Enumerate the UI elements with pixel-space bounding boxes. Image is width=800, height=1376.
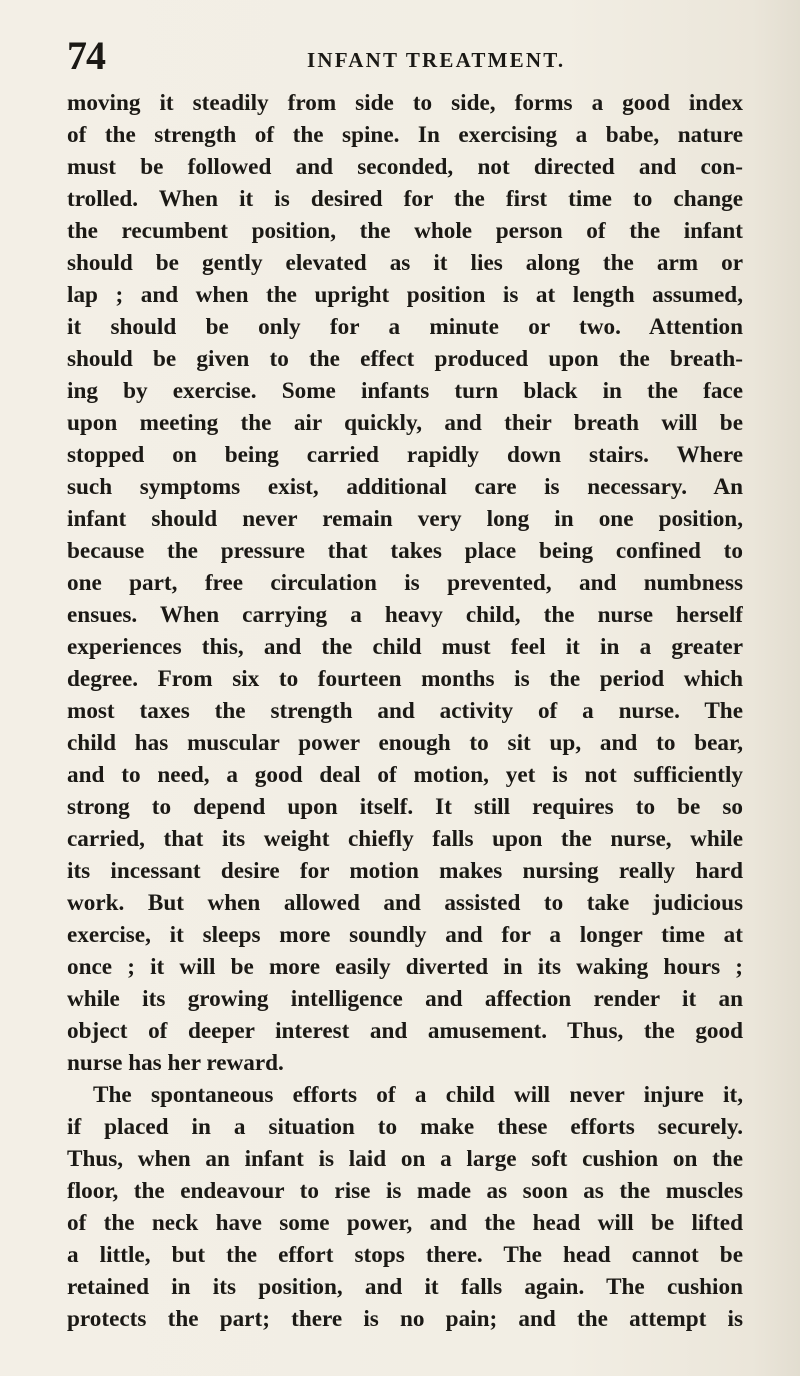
text-line: infant should never remain very long in one position, bbox=[67, 506, 743, 532]
text-line: its incessant desire for motion makes nursing really hard bbox=[67, 858, 743, 884]
running-title: INFANT TREATMENT. bbox=[307, 48, 566, 72]
text-line: such symptoms exist, additional care is necessary. An bbox=[67, 474, 743, 500]
text-line: must be followed and seconded, not directed and con- bbox=[67, 154, 743, 180]
text-line: should be gently elevated as it lies along the arm or bbox=[67, 250, 743, 276]
text-line: stopped on being carried rapidly down stairs. Where bbox=[67, 442, 743, 468]
running-head bbox=[67, 32, 767, 80]
text-line: ensues. When carrying a heavy child, the nurse herself bbox=[67, 602, 743, 628]
text-line: a little, but the effort stops there. The head cannot be bbox=[67, 1242, 743, 1268]
text-line: protects the part; there is no pain; and the attempt is bbox=[67, 1306, 743, 1332]
text-line: because the pressure that takes place being confined to bbox=[67, 538, 743, 564]
paragraph-last-line: nurse has her reward. bbox=[67, 1050, 284, 1076]
text-line: strong to depend upon itself. It still requires to be so bbox=[67, 794, 743, 820]
text-line: one part, free circulation is prevented, and numbness bbox=[67, 570, 743, 596]
text-line: work. But when allowed and assisted to take judicious bbox=[67, 890, 743, 916]
text-line: of the neck have some power, and the head will be lifted bbox=[67, 1210, 743, 1236]
text-line: exercise, it sleeps more soundly and for a longer time at bbox=[67, 922, 743, 948]
text-line: if placed in a situation to make these efforts securely. bbox=[67, 1114, 743, 1140]
text-line: moving it steadily from side to side, forms a good index bbox=[67, 90, 743, 116]
text-line: most taxes the strength and activity of a nurse. The bbox=[67, 698, 743, 724]
page-number: 74 bbox=[67, 33, 105, 78]
text-line: while its growing intelligence and affection render it an bbox=[67, 986, 743, 1012]
text-line: trolled. When it is desired for the first time to change bbox=[67, 186, 743, 212]
paragraph-first-line: The spontaneous efforts of a child will never injure it, bbox=[93, 1082, 743, 1108]
text-line: Thus, when an infant is laid on a large soft cushion on the bbox=[67, 1146, 743, 1172]
text-line: upon meeting the air quickly, and their breath will be bbox=[67, 410, 743, 436]
text-line: once ; it will be more easily diverted in its waking hours ; bbox=[67, 954, 743, 980]
text-line: it should be only for a minute or two. Attention bbox=[67, 314, 743, 340]
text-line: degree. From six to fourteen months is the period which bbox=[67, 666, 743, 692]
text-line: the recumbent position, the whole person of the infant bbox=[67, 218, 743, 244]
body-text bbox=[67, 87, 743, 1335]
text-line: ing by exercise. Some infants turn black in the face bbox=[67, 378, 743, 404]
text-line: floor, the endeavour to rise is made as soon as the muscles bbox=[67, 1178, 743, 1204]
text-line: lap ; and when the upright position is at length assumed, bbox=[67, 282, 743, 308]
text-line: child has muscular power enough to sit up, and to bear, bbox=[67, 730, 743, 756]
text-line: object of deeper interest and amusement. Thus, the good bbox=[67, 1018, 743, 1044]
text-line: of the strength of the spine. In exercising a babe, nature bbox=[67, 122, 743, 148]
text-line: retained in its position, and it falls again. The cushion bbox=[67, 1274, 743, 1300]
text-line: should be given to the effect produced upon the breath- bbox=[67, 346, 743, 372]
text-line: and to need, a good deal of motion, yet is not sufficiently bbox=[67, 762, 743, 788]
text-line: carried, that its weight chiefly falls upon the nurse, while bbox=[67, 826, 743, 852]
text-line: experiences this, and the child must feel it in a greater bbox=[67, 634, 743, 660]
